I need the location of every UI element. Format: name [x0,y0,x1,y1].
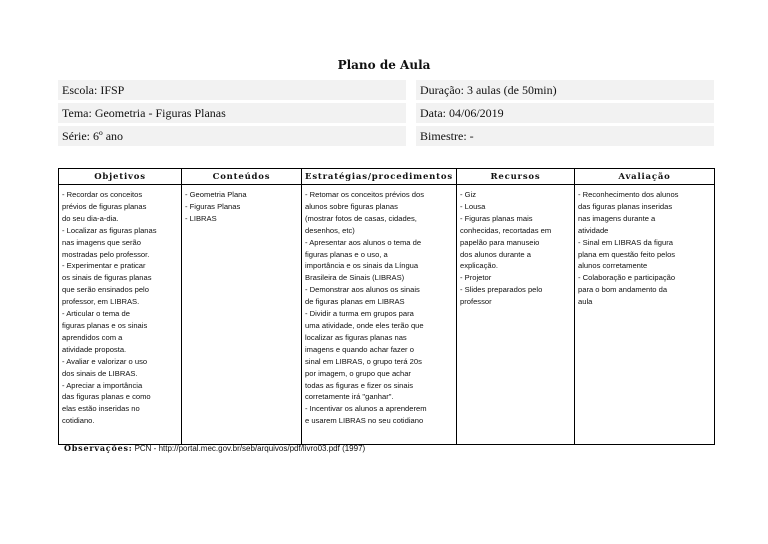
cell-line: atividade proposta. [62,344,127,354]
cell-line: - Dividir a turma em grupos para [305,309,414,319]
evaluation-cell [575,185,715,445]
cell-line: das figuras planas e como [62,392,151,402]
cell-line: conhecidas, recortadas em [460,225,552,235]
header-contents: Conteúdos [182,169,302,185]
bimester-field: Bimestre: - [411,125,714,148]
header-resources: Recursos [457,169,575,185]
cell-line: - Sinal em LIBRAS da figura [578,237,673,247]
cell-line: mostradas pelo professor. [62,249,150,259]
cell-line: - Incentivar os alunos a aprenderem [305,404,427,414]
grade-field: Série: 6º ano [58,125,411,148]
cell-line: desenhos, etc) [305,225,355,235]
cell-line: atividade [578,225,609,235]
header-row [59,169,715,185]
cell-line: aprendidos com a [62,332,123,342]
cell-line: que serão ensinados pelo [62,285,149,295]
cell-line: todas as figuras e fizer os sinais [305,380,414,390]
cell-line: - Slides preparados pelo [460,285,543,295]
cell-line: dos sinais de LIBRAS. [62,368,138,378]
cell-line: - Apresentar aos alunos o tema de [305,237,422,247]
date-field: Data: 04/06/2019 [411,102,714,125]
cell-line: imagens e quando achar fazer o [305,344,414,354]
objectives-cell [59,185,182,445]
observations-label: Observações: [64,443,133,453]
cell-line: - Giz [460,190,477,199]
cell-line: plana em questão feito pelos [578,249,676,259]
cell-line: do seu dia-a-dia. [62,213,119,223]
cell-line: elas estão inseridas no [62,404,140,414]
cell-line: nas imagens que serão [62,237,141,247]
cell-line: das figuras planas inseridas [578,201,673,211]
cell-line: alunos sobre figuras planas [305,201,398,211]
cell-line: - Retomar os conceitos prévios dos [305,190,425,199]
cell-line: - Figuras planas mais [460,213,533,223]
content-row [59,185,715,445]
cell-line: aula [578,297,593,307]
duration-field: Duração: 3 aulas (de 50min) [411,80,714,102]
cell-line: - Geometria Plana [185,190,247,199]
cell-line: para o bom andamento da [578,285,668,295]
cell-line: - Apreciar a importância [62,380,143,390]
cell-line: professor, em LIBRAS. [62,297,140,307]
page-title: Plano de Aula [337,58,431,72]
observations [64,443,365,453]
cell-line: figuras planas e o uso, a [305,249,388,259]
lesson-plan-table [58,168,715,445]
cell-line: alunos corretamente [578,261,648,271]
contents-cell [182,185,302,445]
cell-line: - Avaliar e valorizar o uso [62,356,148,366]
cell-line: de figuras planas em LIBRAS [305,297,405,307]
cell-line: - Experimentar e praticar [62,261,146,271]
cell-line: Brasileira de Sinais (LIBRAS) [305,273,405,283]
cell-line: - Lousa [460,201,486,211]
cell-line: - Colaboração e participação [578,273,676,283]
cell-line: - LIBRAS [185,213,217,223]
cell-line: nas imagens durante a [578,213,656,223]
cell-line: - Articular o tema de [62,309,130,319]
cell-line: professor [460,297,492,307]
strategies-cell [302,185,457,445]
cell-line: sinal em LIBRAS, o grupo terá 20s [305,356,422,366]
cell-line: - Localizar as figuras planas [62,225,157,235]
header-evaluation: Avaliação [575,169,715,185]
cell-line: cotidiano. [62,416,95,426]
cell-line: por imagem, o grupo que achar [305,368,411,378]
cell-line: importância e os sinais da Língua [305,261,419,271]
header-objectives: Objetivos [59,169,182,185]
resources-cell [457,185,575,445]
cell-line: - Recordar os conceitos [62,190,143,199]
cell-line: e usarem LIBRAS no seu cotidiano [305,416,424,426]
cell-line: explicação. [460,261,498,271]
cell-line: figuras planas e os sinais [62,320,148,330]
cell-line: corretamente irá "ganhar". [305,392,394,402]
header-strategies: Estratégias/procedimentos [302,169,457,185]
cell-line: uma atividade, onde eles terão que [305,320,424,330]
cell-line: dos alunos durante a [460,249,531,259]
info-table [58,80,714,149]
observations-text: PCN - http://portal.mec.gov.br/seb/arquivos/pdf/livro03.pdf (1997) [134,444,366,453]
cell-line: - Figuras Planas [185,201,241,211]
cell-line: prévios de figuras planas [62,201,147,211]
cell-line: - Demonstrar aos alunos os sinais [305,285,420,295]
school-field: Escola: IFSP [58,80,411,102]
theme-field: Tema: Geometria - Figuras Planas [58,102,411,125]
cell-line: - Reconhecimento dos alunos [578,190,679,199]
cell-line: papelão para manuseio [460,237,540,247]
cell-line: os sinais de figuras planas [62,273,152,283]
cell-line: (mostrar fotos de casas, cidades, [305,213,417,223]
cell-line: localizar as figuras planas nas [305,332,407,342]
cell-line: - Projetor [460,273,492,283]
